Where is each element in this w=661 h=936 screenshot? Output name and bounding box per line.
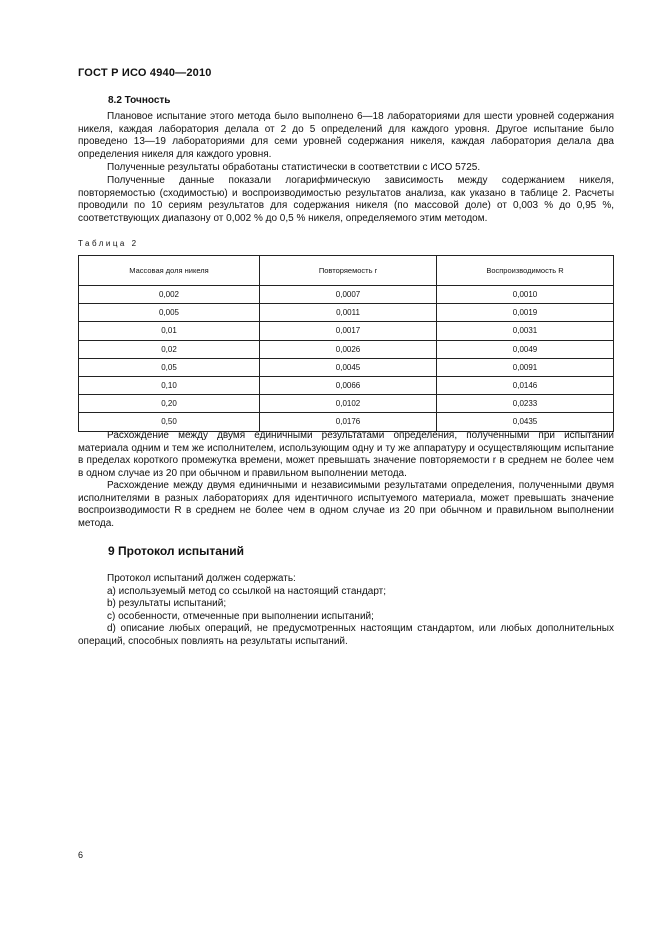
list-item: c) особенности, отмеченные при выполнении испытаний; bbox=[107, 610, 374, 622]
column-header: Массовая доля никеля bbox=[79, 256, 260, 286]
table-row bbox=[79, 286, 614, 304]
table-cell: 0,0026 bbox=[260, 340, 437, 358]
table-cell: 0,0066 bbox=[260, 376, 437, 394]
list-item: a) используемый метод со ссылкой на настоящий стандарт; bbox=[107, 585, 387, 597]
table-cell: 0,10 bbox=[79, 376, 260, 394]
paragraph bbox=[78, 162, 614, 175]
table-cell: 0,50 bbox=[79, 413, 260, 431]
paragraph bbox=[78, 430, 614, 480]
table-cell: 0,0146 bbox=[437, 376, 614, 394]
paragraph bbox=[78, 175, 614, 225]
table-row bbox=[79, 322, 614, 340]
section-9-title: 9 Протокол испытаний bbox=[108, 544, 244, 558]
section-8-2-title: 8.2 Точность bbox=[108, 95, 171, 106]
table-cell: 0,0233 bbox=[437, 395, 614, 413]
paragraph bbox=[78, 111, 614, 161]
table-cell: 0,05 bbox=[79, 358, 260, 376]
table-cell: 0,0019 bbox=[437, 304, 614, 322]
paragraph-text: Полученные данные показали логарифмическую зависимость между содержанием никеля, повторяемостью (сходимостью) и воспроизводимостью результатов анализа, как указано в таблице 2. Расчеты проводили по 10 сериям результатов для содержания никеля (по массовой доле) от 0,003 % до 0,95 %, соответствующих диапазону от 0,002 % до 0,5 % никеля, определяемого этим методом. bbox=[78, 175, 614, 224]
list-item: d) описание любых операций, не предусмотренных настоящим стандартом, или любых дополнительных операций, способных повлиять на результаты испытаний. bbox=[78, 623, 614, 647]
table-cell: 0,0176 bbox=[260, 413, 437, 431]
list-item: b) результаты испытаний; bbox=[107, 598, 227, 610]
paragraph bbox=[78, 480, 614, 530]
table-cell: 0,0010 bbox=[437, 286, 614, 304]
table-row bbox=[79, 376, 614, 394]
table-cell: 0,0011 bbox=[260, 304, 437, 322]
table-cell: 0,0102 bbox=[260, 395, 437, 413]
table-row bbox=[79, 413, 614, 431]
table-cell: 0,0017 bbox=[260, 322, 437, 340]
table-cell: 0,0435 bbox=[437, 413, 614, 431]
paragraph-text: Полученные результаты обработаны статистически в соответствии с ИСО 5725. bbox=[107, 162, 481, 173]
list-intro: Протокол испытаний должен содержать: bbox=[107, 573, 296, 584]
table-cell: 0,005 bbox=[79, 304, 260, 322]
table-cell: 0,20 bbox=[79, 395, 260, 413]
page-number: 6 bbox=[78, 850, 84, 860]
paragraph-text: Расхождение между двумя единичными результатами определения, полученными при испытании материала одним и тем же исполнителем, использующим одну и ту же аппаратуру и осуществляющим испытание в пределах короткого промежутка времени, может превышать значение повторяемости r в среднем не более чем в одном случае из 20 при обычном и правильном выполнении метода. bbox=[78, 430, 614, 479]
table-header-row bbox=[79, 256, 614, 286]
column-header: Воспроизводимость R bbox=[437, 256, 614, 286]
table-row bbox=[79, 395, 614, 413]
table-cell: 0,0007 bbox=[260, 286, 437, 304]
table-cell: 0,0091 bbox=[437, 358, 614, 376]
column-header: Повторяемость r bbox=[260, 256, 437, 286]
paragraph-text: Расхождение между двумя единичными и независимыми результатами определения, полученными двумя исполнителями в разных лабораториях для идентичного испытуемого материала, может превышать значение воспроизводимости R в среднем не более чем в одном случае из 20 при обычном и правильном выполнении метода. bbox=[78, 480, 614, 529]
table-row bbox=[79, 358, 614, 376]
document-header: ГОСТ Р ИСО 4940—2010 bbox=[78, 67, 212, 79]
table-cell: 0,01 bbox=[79, 322, 260, 340]
table-cell: 0,0049 bbox=[437, 340, 614, 358]
protocol-list bbox=[78, 573, 614, 649]
table-cell: 0,0031 bbox=[437, 322, 614, 340]
table-cell: 0,002 bbox=[79, 286, 260, 304]
table-cell: 0,02 bbox=[79, 340, 260, 358]
paragraph-text: Плановое испытание этого метода было выполнено 6—18 лабораториями для шести уровней содержания никеля, каждая лаборатория делала от 2 до 5 определений для каждого уровня. Другое испытание было проведено 13—19 лабораториями для семи уровней содержания никеля, каждая лаборатория делала два определения никеля для каждого уровня. bbox=[78, 111, 614, 160]
table-row bbox=[79, 340, 614, 358]
table-caption: Таблица 2 bbox=[78, 239, 139, 248]
table-row bbox=[79, 304, 614, 322]
precision-table bbox=[78, 255, 614, 432]
table-cell: 0,0045 bbox=[260, 358, 437, 376]
